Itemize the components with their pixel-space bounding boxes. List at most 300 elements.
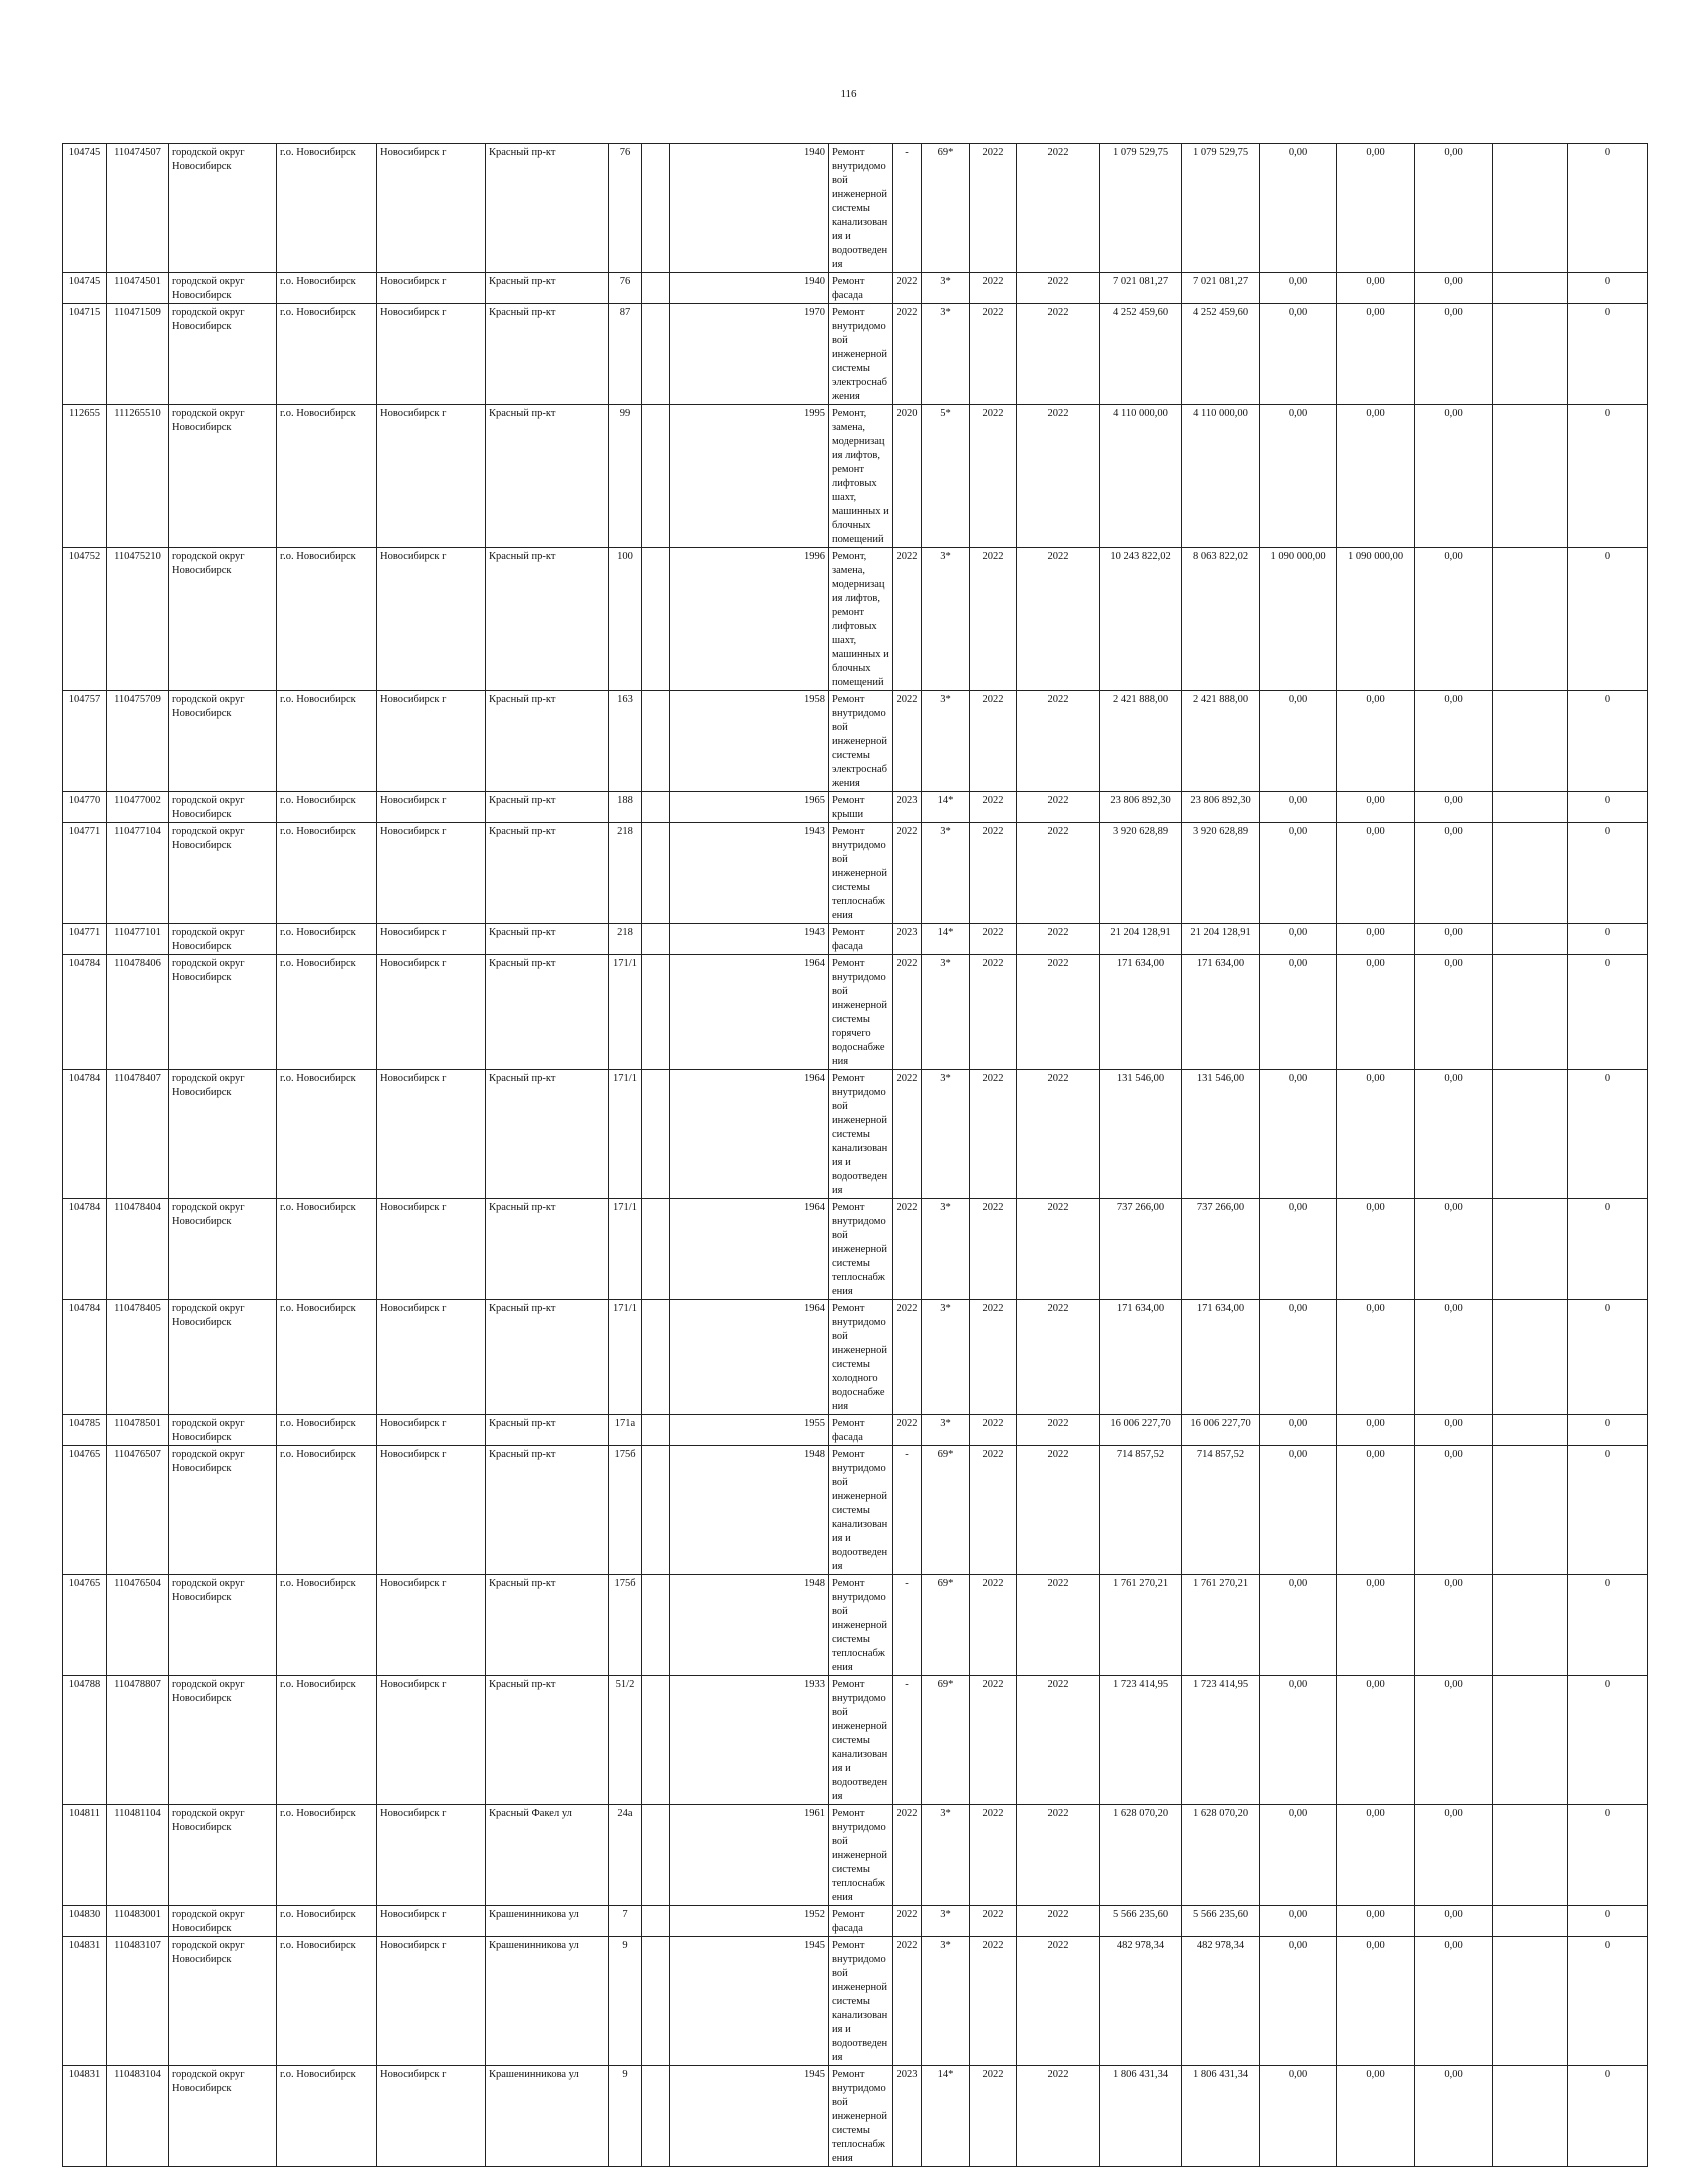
fund-source-3-cell: 0,00 — [1337, 823, 1415, 924]
extra-1-cell — [1493, 955, 1568, 1070]
locality-cell: Новосибирск г — [377, 2066, 486, 2167]
corpus-cell — [642, 273, 670, 304]
extra-2-cell: 0 — [1568, 2066, 1648, 2167]
locality-cell: Новосибирск г — [377, 823, 486, 924]
table-row — [63, 1937, 1648, 2066]
fund-source-4-cell: 0,00 — [1415, 1676, 1493, 1805]
total-cost-cell: 16 006 227,70 — [1100, 1415, 1182, 1446]
row-id-cell: 104811 — [63, 1805, 107, 1906]
extra-1-cell — [1493, 691, 1568, 792]
municipality-cell: г.о. Новосибирск — [277, 304, 377, 405]
row-code-cell: 110483107 — [107, 1937, 169, 2066]
year-end-cell: 2022 — [1017, 823, 1100, 924]
extra-2-cell: 0 — [1568, 1300, 1648, 1415]
street-cell: Красный пр-кт — [486, 691, 609, 792]
table-row — [63, 1676, 1648, 1805]
municipality-cell: г.о. Новосибирск — [277, 955, 377, 1070]
year-built-cell: 1933 — [670, 1676, 829, 1805]
row-id-cell: 104771 — [63, 924, 107, 955]
year-built-cell: 1964 — [670, 1070, 829, 1199]
fund-source-3-cell: 0,00 — [1337, 792, 1415, 823]
fund-source-3-cell: 0,00 — [1337, 691, 1415, 792]
work-type-cell: Ремонт фасада — [829, 1906, 893, 1937]
fund-source-3-cell: 0,00 — [1337, 273, 1415, 304]
district-cell: городской округ Новосибирск — [169, 1676, 277, 1805]
plan-year-cell: 2020 — [893, 405, 922, 548]
total-cost-cell: 21 204 128,91 — [1100, 924, 1182, 955]
row-code-cell: 110476507 — [107, 1446, 169, 1575]
corpus-cell — [642, 1906, 670, 1937]
row-id-cell: 104784 — [63, 1199, 107, 1300]
year-end-cell: 2022 — [1017, 1805, 1100, 1906]
locality-cell: Новосибирск г — [377, 1676, 486, 1805]
extra-2-cell: 0 — [1568, 144, 1648, 273]
fund-source-4-cell: 0,00 — [1415, 1300, 1493, 1415]
extra-2-cell: 0 — [1568, 1070, 1648, 1199]
row-code-cell: 110471509 — [107, 304, 169, 405]
year-start-cell: 2022 — [970, 1446, 1017, 1575]
row-id-cell: 104784 — [63, 1300, 107, 1415]
year-start-cell: 2022 — [970, 1937, 1017, 2066]
row-code-cell: 110478405 — [107, 1300, 169, 1415]
fund-source-2-cell: 0,00 — [1260, 405, 1337, 548]
table-row — [63, 1446, 1648, 1575]
table-row — [63, 924, 1648, 955]
fund-source-1-cell: 16 006 227,70 — [1182, 1415, 1260, 1446]
extra-2-cell: 0 — [1568, 823, 1648, 924]
table-body — [63, 144, 1648, 2167]
work-type-cell: Ремонт внутридомовой инженерной системы теплоснабжения — [829, 2066, 893, 2167]
row-code-cell: 110474507 — [107, 144, 169, 273]
total-cost-cell: 5 566 235,60 — [1100, 1906, 1182, 1937]
table-row — [63, 273, 1648, 304]
num-cell: 5* — [922, 405, 970, 548]
extra-2-cell: 0 — [1568, 1446, 1648, 1575]
row-code-cell: 111265510 — [107, 405, 169, 548]
locality-cell: Новосибирск г — [377, 955, 486, 1070]
house-number-cell: 9 — [609, 2066, 642, 2167]
extra-1-cell — [1493, 823, 1568, 924]
street-cell: Красный пр-кт — [486, 1676, 609, 1805]
house-number-cell: 9 — [609, 1937, 642, 2066]
year-start-cell: 2022 — [970, 405, 1017, 548]
extra-1-cell — [1493, 1676, 1568, 1805]
fund-source-1-cell: 5 566 235,60 — [1182, 1906, 1260, 1937]
row-code-cell: 110478501 — [107, 1415, 169, 1446]
table-row — [63, 1070, 1648, 1199]
plan-year-cell: 2023 — [893, 792, 922, 823]
fund-source-4-cell: 0,00 — [1415, 273, 1493, 304]
district-cell: городской округ Новосибирск — [169, 691, 277, 792]
municipality-cell: г.о. Новосибирск — [277, 823, 377, 924]
fund-source-2-cell: 0,00 — [1260, 144, 1337, 273]
year-start-cell: 2022 — [970, 1906, 1017, 1937]
extra-1-cell — [1493, 792, 1568, 823]
extra-2-cell: 0 — [1568, 273, 1648, 304]
street-cell: Красный пр-кт — [486, 144, 609, 273]
year-built-cell: 1943 — [670, 924, 829, 955]
fund-source-4-cell: 0,00 — [1415, 548, 1493, 691]
year-start-cell: 2022 — [970, 823, 1017, 924]
street-cell: Красный пр-кт — [486, 823, 609, 924]
corpus-cell — [642, 144, 670, 273]
extra-2-cell: 0 — [1568, 1415, 1648, 1446]
house-number-cell: 171а — [609, 1415, 642, 1446]
corpus-cell — [642, 1300, 670, 1415]
year-start-cell: 2022 — [970, 1300, 1017, 1415]
page-number: 116 — [840, 88, 857, 100]
plan-year-cell: 2023 — [893, 924, 922, 955]
fund-source-4-cell: 0,00 — [1415, 1805, 1493, 1906]
locality-cell: Новосибирск г — [377, 1906, 486, 1937]
municipality-cell: г.о. Новосибирск — [277, 1415, 377, 1446]
corpus-cell — [642, 1415, 670, 1446]
street-cell: Крашенинникова ул — [486, 1937, 609, 2066]
fund-source-2-cell: 0,00 — [1260, 924, 1337, 955]
plan-year-cell: 2022 — [893, 1805, 922, 1906]
num-cell: 3* — [922, 691, 970, 792]
corpus-cell — [642, 1575, 670, 1676]
municipality-cell: г.о. Новосибирск — [277, 792, 377, 823]
year-built-cell: 1948 — [670, 1575, 829, 1676]
total-cost-cell: 737 266,00 — [1100, 1199, 1182, 1300]
total-cost-cell: 131 546,00 — [1100, 1070, 1182, 1199]
district-cell: городской округ Новосибирск — [169, 1446, 277, 1575]
fund-source-4-cell: 0,00 — [1415, 1070, 1493, 1199]
row-code-cell: 110477104 — [107, 823, 169, 924]
plan-year-cell: 2022 — [893, 1300, 922, 1415]
year-end-cell: 2022 — [1017, 548, 1100, 691]
municipality-cell: г.о. Новосибирск — [277, 144, 377, 273]
year-start-cell: 2022 — [970, 144, 1017, 273]
num-cell: 3* — [922, 823, 970, 924]
row-code-cell: 110478807 — [107, 1676, 169, 1805]
year-start-cell: 2022 — [970, 792, 1017, 823]
fund-source-1-cell: 1 806 431,34 — [1182, 2066, 1260, 2167]
locality-cell: Новосибирск г — [377, 924, 486, 955]
extra-1-cell — [1493, 304, 1568, 405]
extra-2-cell: 0 — [1568, 1805, 1648, 1906]
extra-2-cell: 0 — [1568, 1199, 1648, 1300]
num-cell: 14* — [922, 792, 970, 823]
house-number-cell: 99 — [609, 405, 642, 548]
row-code-cell: 110478407 — [107, 1070, 169, 1199]
year-start-cell: 2022 — [970, 273, 1017, 304]
plan-year-cell: 2023 — [893, 2066, 922, 2167]
year-start-cell: 2022 — [970, 691, 1017, 792]
total-cost-cell: 2 421 888,00 — [1100, 691, 1182, 792]
house-number-cell: 218 — [609, 823, 642, 924]
district-cell: городской округ Новосибирск — [169, 144, 277, 273]
municipality-cell: г.о. Новосибирск — [277, 1070, 377, 1199]
total-cost-cell: 4 110 000,00 — [1100, 405, 1182, 548]
district-cell: городской округ Новосибирск — [169, 1300, 277, 1415]
extra-1-cell — [1493, 1805, 1568, 1906]
work-type-cell: Ремонт внутридомовой инженерной системы канализования и водоотведения — [829, 1446, 893, 1575]
year-end-cell: 2022 — [1017, 1300, 1100, 1415]
street-cell: Крашенинникова ул — [486, 2066, 609, 2167]
district-cell: городской округ Новосибирск — [169, 1070, 277, 1199]
plan-year-cell: - — [893, 144, 922, 273]
num-cell: 69* — [922, 144, 970, 273]
row-id-cell: 112655 — [63, 405, 107, 548]
municipality-cell: г.о. Новосибирск — [277, 1676, 377, 1805]
year-start-cell: 2022 — [970, 304, 1017, 405]
plan-year-cell: 2022 — [893, 1415, 922, 1446]
fund-source-2-cell: 0,00 — [1260, 2066, 1337, 2167]
street-cell: Красный пр-кт — [486, 304, 609, 405]
extra-1-cell — [1493, 1070, 1568, 1199]
house-number-cell: 171/1 — [609, 955, 642, 1070]
plan-year-cell: 2022 — [893, 823, 922, 924]
extra-2-cell: 0 — [1568, 792, 1648, 823]
capital-repair-table — [62, 143, 1648, 2167]
total-cost-cell: 3 920 628,89 — [1100, 823, 1182, 924]
year-start-cell: 2022 — [970, 1415, 1017, 1446]
row-id-cell: 104765 — [63, 1446, 107, 1575]
fund-source-3-cell: 0,00 — [1337, 1676, 1415, 1805]
locality-cell: Новосибирск г — [377, 1300, 486, 1415]
work-type-cell: Ремонт внутридомовой инженерной системы теплоснабжения — [829, 1575, 893, 1676]
num-cell: 3* — [922, 1199, 970, 1300]
total-cost-cell: 1 079 529,75 — [1100, 144, 1182, 273]
table-row — [63, 823, 1648, 924]
work-type-cell: Ремонт внутридомовой инженерной системы теплоснабжения — [829, 823, 893, 924]
locality-cell: Новосибирск г — [377, 1805, 486, 1906]
table-row — [63, 2066, 1648, 2167]
fund-source-1-cell: 1 628 070,20 — [1182, 1805, 1260, 1906]
corpus-cell — [642, 1805, 670, 1906]
year-start-cell: 2022 — [970, 1199, 1017, 1300]
fund-source-2-cell: 0,00 — [1260, 691, 1337, 792]
work-type-cell: Ремонт внутридомовой инженерной системы канализования и водоотведения — [829, 1937, 893, 2066]
municipality-cell: г.о. Новосибирск — [277, 924, 377, 955]
year-built-cell: 1940 — [670, 144, 829, 273]
district-cell: городской округ Новосибирск — [169, 1575, 277, 1676]
fund-source-3-cell: 0,00 — [1337, 1937, 1415, 2066]
fund-source-1-cell: 1 079 529,75 — [1182, 144, 1260, 273]
fund-source-4-cell: 0,00 — [1415, 1415, 1493, 1446]
extra-1-cell — [1493, 405, 1568, 548]
work-type-cell: Ремонт внутридомовой инженерной системы теплоснабжения — [829, 1805, 893, 1906]
year-start-cell: 2022 — [970, 548, 1017, 691]
fund-source-4-cell: 0,00 — [1415, 924, 1493, 955]
year-start-cell: 2022 — [970, 1070, 1017, 1199]
year-built-cell: 1940 — [670, 273, 829, 304]
fund-source-4-cell: 0,00 — [1415, 1937, 1493, 2066]
year-start-cell: 2022 — [970, 2066, 1017, 2167]
corpus-cell — [642, 304, 670, 405]
num-cell: 3* — [922, 548, 970, 691]
year-start-cell: 2022 — [970, 1805, 1017, 1906]
district-cell: городской округ Новосибирск — [169, 273, 277, 304]
work-type-cell: Ремонт крыши — [829, 792, 893, 823]
year-end-cell: 2022 — [1017, 273, 1100, 304]
district-cell: городской округ Новосибирск — [169, 405, 277, 548]
fund-source-1-cell: 171 634,00 — [1182, 1300, 1260, 1415]
municipality-cell: г.о. Новосибирск — [277, 1805, 377, 1906]
year-end-cell: 2022 — [1017, 1415, 1100, 1446]
district-cell: городской округ Новосибирск — [169, 2066, 277, 2167]
street-cell: Красный пр-кт — [486, 1300, 609, 1415]
corpus-cell — [642, 792, 670, 823]
fund-source-2-cell: 0,00 — [1260, 1906, 1337, 1937]
municipality-cell: г.о. Новосибирск — [277, 405, 377, 548]
municipality-cell: г.о. Новосибирск — [277, 1937, 377, 2066]
locality-cell: Новосибирск г — [377, 1199, 486, 1300]
work-type-cell: Ремонт внутридомовой инженерной системы канализования и водоотведения — [829, 144, 893, 273]
num-cell: 14* — [922, 2066, 970, 2167]
fund-source-2-cell: 0,00 — [1260, 792, 1337, 823]
year-end-cell: 2022 — [1017, 1199, 1100, 1300]
fund-source-3-cell: 0,00 — [1337, 1446, 1415, 1575]
year-end-cell: 2022 — [1017, 1575, 1100, 1676]
fund-source-3-cell: 0,00 — [1337, 1575, 1415, 1676]
row-id-cell: 104752 — [63, 548, 107, 691]
fund-source-3-cell: 0,00 — [1337, 144, 1415, 273]
num-cell: 69* — [922, 1676, 970, 1805]
year-built-cell: 1961 — [670, 1805, 829, 1906]
fund-source-1-cell: 21 204 128,91 — [1182, 924, 1260, 955]
row-id-cell: 104765 — [63, 1575, 107, 1676]
street-cell: Красный пр-кт — [486, 1199, 609, 1300]
fund-source-2-cell: 0,00 — [1260, 1070, 1337, 1199]
year-end-cell: 2022 — [1017, 1446, 1100, 1575]
num-cell: 14* — [922, 924, 970, 955]
year-built-cell: 1955 — [670, 1415, 829, 1446]
extra-1-cell — [1493, 1446, 1568, 1575]
fund-source-2-cell: 0,00 — [1260, 1805, 1337, 1906]
fund-source-3-cell: 0,00 — [1337, 1199, 1415, 1300]
year-end-cell: 2022 — [1017, 1676, 1100, 1805]
extra-2-cell: 0 — [1568, 691, 1648, 792]
fund-source-3-cell: 0,00 — [1337, 955, 1415, 1070]
extra-1-cell — [1493, 924, 1568, 955]
year-built-cell: 1945 — [670, 1937, 829, 2066]
extra-1-cell — [1493, 273, 1568, 304]
fund-source-4-cell: 0,00 — [1415, 144, 1493, 273]
table-row — [63, 548, 1648, 691]
plan-year-cell: 2022 — [893, 304, 922, 405]
fund-source-2-cell: 0,00 — [1260, 1937, 1337, 2066]
table-row — [63, 1415, 1648, 1446]
num-cell: 3* — [922, 273, 970, 304]
fund-source-1-cell: 23 806 892,30 — [1182, 792, 1260, 823]
num-cell: 3* — [922, 1937, 970, 2066]
extra-1-cell — [1493, 1937, 1568, 2066]
table-row — [63, 1805, 1648, 1906]
fund-source-2-cell: 0,00 — [1260, 1575, 1337, 1676]
locality-cell: Новосибирск г — [377, 1446, 486, 1575]
year-built-cell: 1964 — [670, 1199, 829, 1300]
fund-source-4-cell: 0,00 — [1415, 823, 1493, 924]
work-type-cell: Ремонт фасада — [829, 273, 893, 304]
district-cell: городской округ Новосибирск — [169, 792, 277, 823]
fund-source-1-cell: 2 421 888,00 — [1182, 691, 1260, 792]
corpus-cell — [642, 2066, 670, 2167]
house-number-cell: 188 — [609, 792, 642, 823]
fund-source-2-cell: 0,00 — [1260, 304, 1337, 405]
year-end-cell: 2022 — [1017, 1937, 1100, 2066]
district-cell: городской округ Новосибирск — [169, 1199, 277, 1300]
table-row — [63, 792, 1648, 823]
year-end-cell: 2022 — [1017, 2066, 1100, 2167]
total-cost-cell: 7 021 081,27 — [1100, 273, 1182, 304]
plan-year-cell: - — [893, 1676, 922, 1805]
fund-source-1-cell: 482 978,34 — [1182, 1937, 1260, 2066]
total-cost-cell: 171 634,00 — [1100, 955, 1182, 1070]
total-cost-cell: 171 634,00 — [1100, 1300, 1182, 1415]
table-row — [63, 955, 1648, 1070]
district-cell: городской округ Новосибирск — [169, 1805, 277, 1906]
street-cell: Красный пр-кт — [486, 1575, 609, 1676]
extra-2-cell: 0 — [1568, 548, 1648, 691]
fund-source-2-cell: 0,00 — [1260, 1300, 1337, 1415]
row-id-cell: 104784 — [63, 955, 107, 1070]
fund-source-4-cell: 0,00 — [1415, 792, 1493, 823]
locality-cell: Новосибирск г — [377, 792, 486, 823]
year-built-cell: 1964 — [670, 955, 829, 1070]
fund-source-1-cell: 8 063 822,02 — [1182, 548, 1260, 691]
year-built-cell: 1945 — [670, 2066, 829, 2167]
row-code-cell: 110478404 — [107, 1199, 169, 1300]
locality-cell: Новосибирск г — [377, 691, 486, 792]
plan-year-cell: 2022 — [893, 1199, 922, 1300]
row-id-cell: 104784 — [63, 1070, 107, 1199]
street-cell: Красный пр-кт — [486, 792, 609, 823]
year-start-cell: 2022 — [970, 924, 1017, 955]
table-row — [63, 1906, 1648, 1937]
house-number-cell: 218 — [609, 924, 642, 955]
extra-1-cell — [1493, 1415, 1568, 1446]
fund-source-1-cell: 3 920 628,89 — [1182, 823, 1260, 924]
fund-source-3-cell: 0,00 — [1337, 304, 1415, 405]
fund-source-2-cell: 0,00 — [1260, 823, 1337, 924]
work-type-cell: Ремонт внутридомовой инженерной системы холодного водоснабжения — [829, 1300, 893, 1415]
corpus-cell — [642, 823, 670, 924]
locality-cell: Новосибирск г — [377, 1575, 486, 1676]
year-built-cell: 1958 — [670, 691, 829, 792]
num-cell: 69* — [922, 1446, 970, 1575]
extra-1-cell — [1493, 1906, 1568, 1937]
extra-1-cell — [1493, 2066, 1568, 2167]
district-cell: городской округ Новосибирск — [169, 1415, 277, 1446]
fund-source-3-cell: 0,00 — [1337, 924, 1415, 955]
extra-2-cell: 0 — [1568, 1906, 1648, 1937]
total-cost-cell: 482 978,34 — [1100, 1937, 1182, 2066]
locality-cell: Новосибирск г — [377, 1415, 486, 1446]
district-cell: городской округ Новосибирск — [169, 955, 277, 1070]
corpus-cell — [642, 924, 670, 955]
year-end-cell: 2022 — [1017, 1906, 1100, 1937]
table-row — [63, 1199, 1648, 1300]
street-cell: Крашенинникова ул — [486, 1906, 609, 1937]
table-row — [63, 304, 1648, 405]
house-number-cell: 175б — [609, 1575, 642, 1676]
fund-source-3-cell: 0,00 — [1337, 1906, 1415, 1937]
fund-source-4-cell: 0,00 — [1415, 955, 1493, 1070]
municipality-cell: г.о. Новосибирск — [277, 1300, 377, 1415]
house-number-cell: 7 — [609, 1906, 642, 1937]
locality-cell: Новосибирск г — [377, 548, 486, 691]
fund-source-1-cell: 4 110 000,00 — [1182, 405, 1260, 548]
district-cell: городской округ Новосибирск — [169, 548, 277, 691]
fund-source-4-cell: 0,00 — [1415, 691, 1493, 792]
year-start-cell: 2022 — [970, 1676, 1017, 1805]
num-cell: 3* — [922, 304, 970, 405]
municipality-cell: г.о. Новосибирск — [277, 1906, 377, 1937]
fund-source-2-cell: 0,00 — [1260, 1199, 1337, 1300]
